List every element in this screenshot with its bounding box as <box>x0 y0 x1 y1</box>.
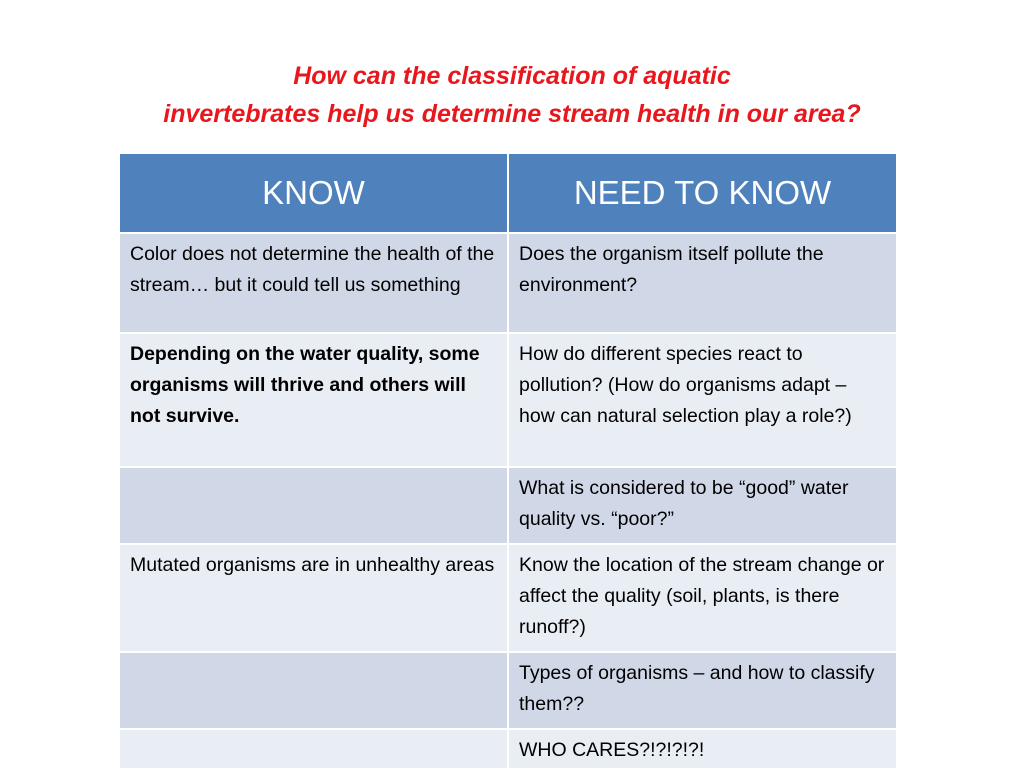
know-need-to-know-table <box>118 152 898 768</box>
need-to-know-cell: What is considered to be “good” water quality vs. “poor?” <box>508 467 897 544</box>
know-cell <box>119 729 508 768</box>
know-cell: Color does not determine the health of the stream… but it could tell us something <box>119 233 508 333</box>
slide-title <box>0 57 1024 133</box>
need-to-know-cell: Does the organism itself pollute the environment? <box>508 233 897 333</box>
need-to-know-cell: Know the location of the stream change or affect the quality (soil, plants, is there runoff?) <box>508 544 897 652</box>
know-cell: Depending on the water quality, some organisms will thrive and others will not survive. <box>119 333 508 467</box>
need-to-know-cell: How do different species react to pollution? (How do organisms adapt – how can natural selection play a role?) <box>508 333 897 467</box>
header-know: KNOW <box>119 153 508 233</box>
table-row <box>119 333 897 467</box>
table-row <box>119 652 897 729</box>
header-need-to-know: NEED TO KNOW <box>508 153 897 233</box>
table-row <box>119 467 897 544</box>
know-cell <box>119 467 508 544</box>
table-row <box>119 544 897 652</box>
table-row <box>119 233 897 333</box>
table-header-row <box>119 153 897 233</box>
know-cell: Mutated organisms are in unhealthy areas <box>119 544 508 652</box>
know-cell <box>119 652 508 729</box>
slide-title-line-2: invertebrates help us determine stream health in our area? <box>163 100 861 128</box>
need-to-know-cell: Types of organisms – and how to classify them?? <box>508 652 897 729</box>
slide-title-line-1: How can the classification of aquatic <box>293 62 731 90</box>
table-row <box>119 729 897 768</box>
need-to-know-cell: WHO CARES?!?!?!?! <box>508 729 897 768</box>
